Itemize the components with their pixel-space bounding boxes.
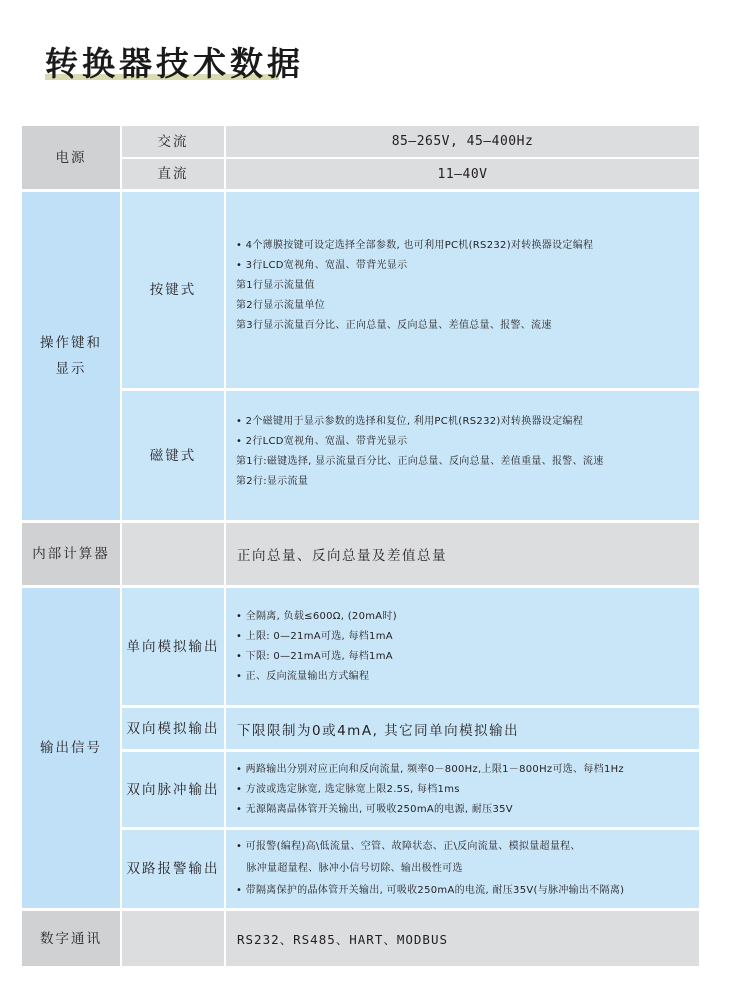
comm-label: 数字通讯 bbox=[22, 911, 120, 966]
dc-value: 11—40V bbox=[226, 159, 699, 189]
dc-label: 直流 bbox=[122, 159, 224, 189]
alarm-description bbox=[226, 830, 699, 908]
calculator-spacer bbox=[122, 523, 224, 585]
keypad-line: • 4个薄膜按键可设定选择全部参数, 也可利用PC机(RS232)对转换器设定编程 bbox=[236, 240, 594, 251]
alarm-line: 脉冲量超量程、脉冲小信号切除、输出极性可选 bbox=[236, 863, 463, 874]
power-label: 电源 bbox=[22, 126, 120, 189]
keys-display-label-line2: 显示 bbox=[55, 361, 87, 377]
uni-analog-line: • 正、反向流量输出方式编程 bbox=[236, 670, 370, 682]
bi-pulse-line: • 两路输出分别对应正向和反向流量, 频率0－800Hz,上限1－800Hz可选、每档1Hz bbox=[236, 763, 624, 775]
alarm-line: • 带隔离保护的晶体管开关输出, 可吸收250mA的电流, 耐压35V(与脉冲输出不隔离) bbox=[236, 885, 625, 896]
calculator-label: 内部计算器 bbox=[22, 523, 120, 585]
uni-analog-label: 单向模拟输出 bbox=[122, 588, 224, 705]
keypad-description bbox=[226, 192, 699, 388]
calculator-value: 正向总量、反向总量及差值总量 bbox=[226, 523, 699, 585]
keypad-line: 第2行显示流量单位 bbox=[236, 300, 326, 311]
output-signal-label: 输出信号 bbox=[22, 588, 120, 908]
bi-analog-label: 双向模拟输出 bbox=[122, 708, 224, 749]
keypad-label: 按键式 bbox=[122, 192, 224, 388]
uni-analog-line: • 上限: 0—21mA可选, 每档1mA bbox=[236, 630, 393, 642]
keypad-line: 第1行显示流量值 bbox=[236, 280, 315, 291]
uni-analog-description bbox=[226, 588, 699, 705]
keypad-line: • 3行LCD宽视角、宽温、带背光显示 bbox=[236, 260, 408, 271]
magnetic-line: 第2行:显示流量 bbox=[236, 475, 309, 487]
alarm-line: • 可报警(编程)高\低流量、空管、故障状态、正\反向流量、模拟量超量程、 bbox=[236, 841, 581, 852]
ac-label: 交流 bbox=[122, 126, 224, 157]
bi-pulse-line: • 方波或选定脉宽, 选定脉宽上限2.5S, 每档1ms bbox=[236, 783, 460, 795]
keypad-line: 第3行显示流量百分比、正向总量、反向总量、差值总量、报警、流速 bbox=[236, 320, 552, 331]
keys-display-label bbox=[22, 192, 120, 520]
alarm-label: 双路报警输出 bbox=[122, 830, 224, 908]
comm-value: RS232、RS485、HART、MODBUS bbox=[226, 911, 699, 966]
magnetic-line: • 2行LCD宽视角、宽温、带背光显示 bbox=[236, 435, 408, 447]
bi-analog-value: 下限限制为0或4mA, 其它同单向模拟输出 bbox=[226, 708, 699, 749]
comm-spacer bbox=[122, 911, 224, 966]
magnetic-line: 第1行:磁键选择, 显示流量百分比、正向总量、反向总量、差值重量、报警、流速 bbox=[236, 455, 604, 467]
keys-display-label-line1: 操作键和 bbox=[40, 335, 102, 351]
magnetic-line: • 2个磁键用于显示参数的选择和复位, 利用PC机(RS232)对转换器设定编程 bbox=[236, 415, 583, 427]
uni-analog-line: • 下限: 0—21mA可选, 每档1mA bbox=[236, 650, 393, 662]
page-title: 转换器技术数据 bbox=[45, 44, 304, 83]
ac-value: 85—265V, 45—400Hz bbox=[226, 126, 699, 157]
magnetic-label: 磁键式 bbox=[122, 391, 224, 520]
bi-pulse-line: • 无源隔离晶体管开关输出, 可吸收250mA的电源, 耐压35V bbox=[236, 803, 513, 815]
magnetic-description bbox=[226, 391, 699, 520]
bi-pulse-label: 双向脉冲输出 bbox=[122, 752, 224, 827]
uni-analog-line: • 全隔离, 负载≤600Ω, (20mA时) bbox=[236, 610, 397, 622]
bi-pulse-description bbox=[226, 752, 699, 827]
